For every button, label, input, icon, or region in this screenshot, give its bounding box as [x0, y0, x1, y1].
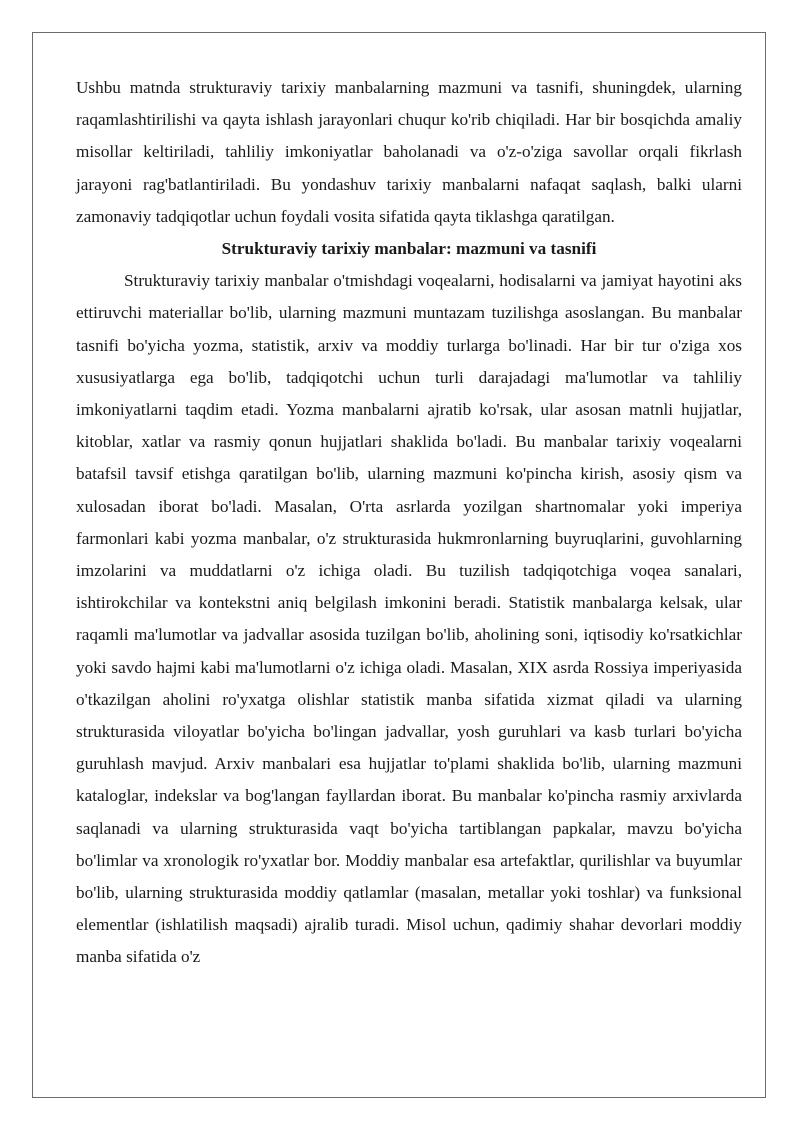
section-heading: Strukturaviy tarixiy manbalar: mazmuni va tasnifi — [221, 239, 597, 259]
document-body — [76, 72, 742, 974]
body-paragraph: Strukturaviy tarixiy manbalar o'tmishdagi voqealarni, hodisalarni va jamiyat hayotini aks ettiruvchi materiallar bo'lib, ularning mazmuni muntazam tuzilishga asoslangan. Bu manbalar tasnifi bo'yicha yozma, statistik, arxiv va moddiy turlarga bo'linadi. Har bir tur o'ziga xos xususiyatlarga ega bo'lib, tadqiqotchi uchun turli darajadagi ma'lumotlar va tahliliy imkoniyatlarni taqdim etadi. Yozma manbalarni ajratib ko'rsak, ular asosan matnli hujjatlar, kitoblar, xatlar va rasmiy qonun hujjatlari shaklida bo'ladi. Bu manbalar tarixiy voqealarni batafsil tavsif etishga qaratilgan bo'lib, ularning mazmuni ko'pincha kirish, asosiy qism va xulosadan iborat bo'ladi. Masalan, O'rta asrlarda yozilgan shartnomalar yoki imperiya farmonlari kabi yozma manbalar, o'z strukturasida hukmronlarning buyruqlarini, guvohlarning imzolarini va muddatlarni o'z ichiga oladi. Bu tuzilish tadqiqotchiga voqea sanalari, ishtirokchilar va kontekstni aniq belgilash imkonini beradi. Statistik manbalarga kelsak, ular raqamli ma'lumotlar va jadvallar asosida tuzilgan bo'lib, aholining soni, iqtisodiy ko'rsatkichlar yoki savdo hajmi kabi ma'lumotlarni o'z ichiga oladi. Masalan, XIX asrda Rossiya imperiyasida o'tkazilgan aholini ro'yxatga olishlar statistik manba sifatida xizmat qiladi va ularning strukturasida viloyatlar bo'yicha bo'lingan jadvallar, yosh guruhlari va kasb turlari bo'yicha guruhlash mavjud. Arxiv manbalari esa hujjatlar to'plami shaklida bo'lib, ularning mazmuni kataloglar, indekslar va bog'langan fayllardan iborat. Bu manbalar ko'pincha rasmiy arxivlarda saqlanadi va ularning strukturasida vaqt bo'yicha tartiblangan papkalar, mavzu bo'yicha bo'limlar va xronologik ro'yxatlar bor. Moddiy manbalar esa artefaktlar, qurilishlar va buyumlar bo'lib, ularning strukturasida moddiy qatlamlar (masalan, metallar yoki toshlar) va funksional elementlar (ishlatilish maqsadi) ajralib turadi. Misol uchun, qadimiy shahar devorlari moddiy manba sifatida o'z — [76, 271, 742, 967]
intro-paragraph: Ushbu matnda strukturaviy tarixiy manbalarning mazmuni va tasnifi, shuningdek, ularning raqamlashtirilishi va qayta ishlash jarayonlari chuqur ko'rib chiqiladi. Har bir bosqichda amaliy misollar keltiriladi, tahliliy imkoniyatlar baholanadi va o'z-o'ziga savollar orqali fikrlash jarayoni rag'batlantiriladi. Bu yondashuv tarixiy manbalarni nafaqat saqlash, balki ularni zamonaviy tadqiqotlar uchun foydali vosita sifatida qayta tiklashga qaratilgan. — [76, 78, 742, 226]
